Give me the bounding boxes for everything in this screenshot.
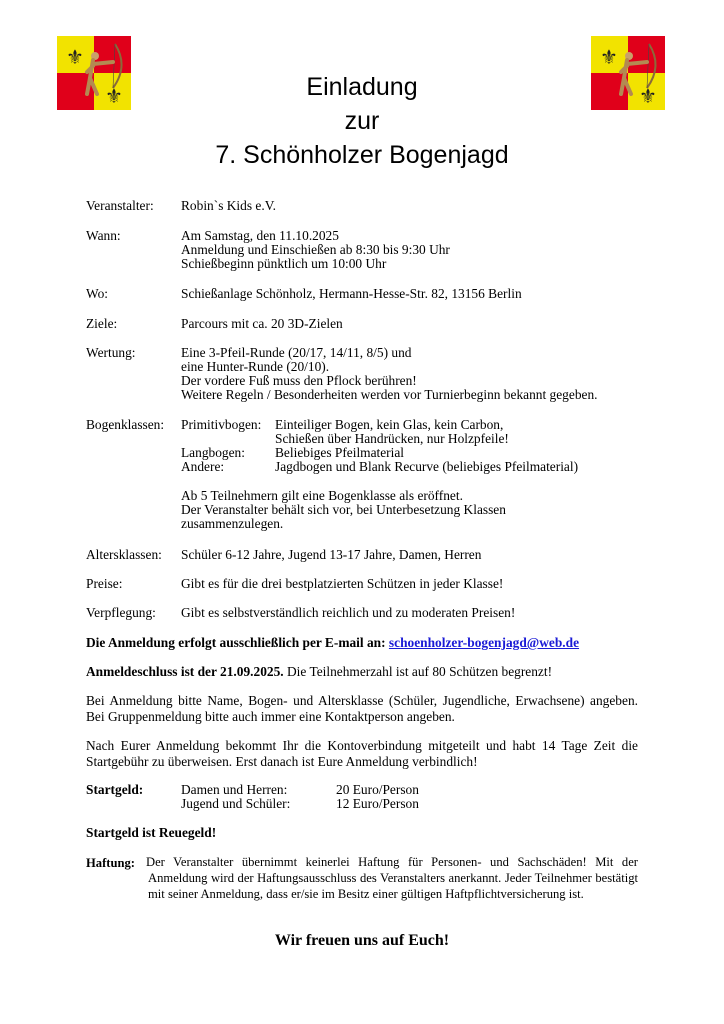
anmeldeschluss-note: Die Teilnehmerzahl ist auf 80 Schützen begrenzt! — [287, 664, 553, 679]
ziele-value: Parcours mit ca. 20 3D-Zielen — [181, 316, 343, 331]
wertung-line: Der vordere Fuß muss den Pflock berühren! — [181, 373, 417, 388]
email-link[interactable]: schoenholzer-bogenjagd@web.de — [388, 635, 580, 650]
wertung-line: Eine 3-Pfeil-Runde (20/17, 14/11, 8/5) und — [181, 345, 412, 360]
verpflegung-label: Verpflegung: — [86, 605, 156, 620]
anmeldung-text: Die Anmeldung erfolgt ausschließlich per E-mail an: — [86, 635, 386, 650]
haftung-text: Der Veranstalter übernimmt keinerlei Haftung für Personen- und Sachschäden! Mit der Anmeldung wird der Haftungsausschluss des Veranstalters anerkannt. Jeder Teilnehmer bestätigt mit seiner Anmeldung, dass er/sie im Besitz einer gültigen Haftpflichtversicherung ist. — [146, 855, 638, 901]
wertung-line: eine Hunter-Runde (20/10). — [181, 359, 330, 374]
wann-line: Anmeldung und Einschießen ab 8:30 bis 9:30 Uhr — [181, 242, 450, 257]
veranstalter-value: Robin`s Kids e.V. — [181, 198, 276, 213]
altersklassen-value: Schüler 6-12 Jahre, Jugend 13-17 Jahre, Damen, Herren — [181, 547, 482, 562]
anmeldeschluss-date: Anmeldeschluss ist der 21.09.2025. — [86, 664, 284, 679]
bogenklasse-desc: Jagdbogen und Blank Recurve (beliebiges Pfeilmaterial) — [275, 459, 579, 474]
reuegeld-note: Startgeld ist Reuegeld! — [86, 825, 217, 840]
title-line-1: Einladung — [306, 73, 418, 101]
veranstalter-label: Veranstalter: — [86, 198, 154, 213]
altersklassen-label: Altersklassen: — [86, 547, 162, 562]
startgeld-group: Damen und Herren: — [181, 782, 288, 797]
bogenklassen-note: Ab 5 Teilnehmern gilt eine Bogenklasse als eröffnet. — [181, 488, 463, 503]
wann-line: Schießbeginn pünktlich um 10:00 Uhr — [181, 256, 387, 271]
payment-paragraph: Nach Eurer Anmeldung bekommt Ihr die Kontoverbindung mitgeteilt und habt 14 Tage Zeit die Startgebühr zu überweisen. Erst danach ist Eure Anmeldung verbindlich! — [86, 738, 638, 769]
svg-text:⚜: ⚜ — [105, 86, 123, 108]
bogenklassen-note: zusammenzulegen. — [181, 516, 284, 531]
haftung-label-text: Haftung — [86, 856, 131, 870]
wann-label: Wann: — [86, 228, 121, 243]
wertung-line: Weitere Regeln / Besonderheiten werden vor Turnierbeginn bekannt gegeben. — [181, 387, 598, 402]
wann-line: Am Samstag, den 11.10.2025 — [181, 228, 339, 243]
ziele-label: Ziele: — [86, 316, 118, 331]
svg-text:⚜: ⚜ — [639, 86, 657, 108]
verpflegung-value: Gibt es selbstverständlich reichlich und zu moderaten Preisen! — [181, 605, 516, 620]
bogenklasse-name: Langbogen: — [181, 445, 245, 460]
bogenklassen-note: Der Veranstalter behält sich vor, bei Unterbesetzung Klassen — [181, 502, 506, 517]
bogenklasse-name: Andere: — [181, 459, 225, 474]
haftung-label: Haftung: — [86, 856, 135, 870]
preise-label: Preise: — [86, 576, 123, 591]
page-title: 7. Schönholzer Bogenjagd — [215, 141, 509, 169]
anmeldeschluss-line — [86, 664, 646, 680]
wo-label: Wo: — [86, 286, 108, 301]
svg-text:⚜: ⚜ — [600, 47, 618, 69]
startgeld-group: Jugend und Schüler: — [181, 796, 291, 811]
bogenklassen-label: Bogenklassen: — [86, 417, 165, 432]
wo-value: Schießanlage Schönholz, Hermann-Hesse-Str. 82, 13156 Berlin — [181, 286, 522, 301]
anmeldung-line — [86, 635, 646, 651]
title-line-2: zur — [344, 107, 380, 135]
registration-paragraph: Bei Anmeldung bitte Name, Bogen- und Altersklasse (Schüler, Jugendliche, Erwachsene) angeben. Bei Gruppenmeldung bitte auch immer eine Kontaktperson angeben. — [86, 693, 638, 724]
startgeld-label: Startgeld: — [86, 782, 144, 797]
startgeld-price: 20 Euro/Person — [336, 782, 419, 797]
preise-value: Gibt es für die drei bestplatzierten Schützen in jeder Klasse! — [181, 576, 504, 591]
wertung-label: Wertung: — [86, 345, 136, 360]
bogenklasse-desc: Beliebiges Pfeilmaterial — [275, 445, 405, 460]
closing-text: Wir freuen uns auf Euch! — [274, 932, 450, 949]
bogenklasse-name: Primitivbogen: — [181, 417, 262, 432]
svg-text:⚜: ⚜ — [66, 47, 84, 69]
startgeld-price: 12 Euro/Person — [336, 796, 419, 811]
bogenklasse-desc: Einteiliger Bogen, kein Glas, kein Carbon, — [275, 417, 504, 432]
bogenklasse-desc: Schießen über Handrücken, nur Holzpfeile! — [275, 431, 509, 446]
